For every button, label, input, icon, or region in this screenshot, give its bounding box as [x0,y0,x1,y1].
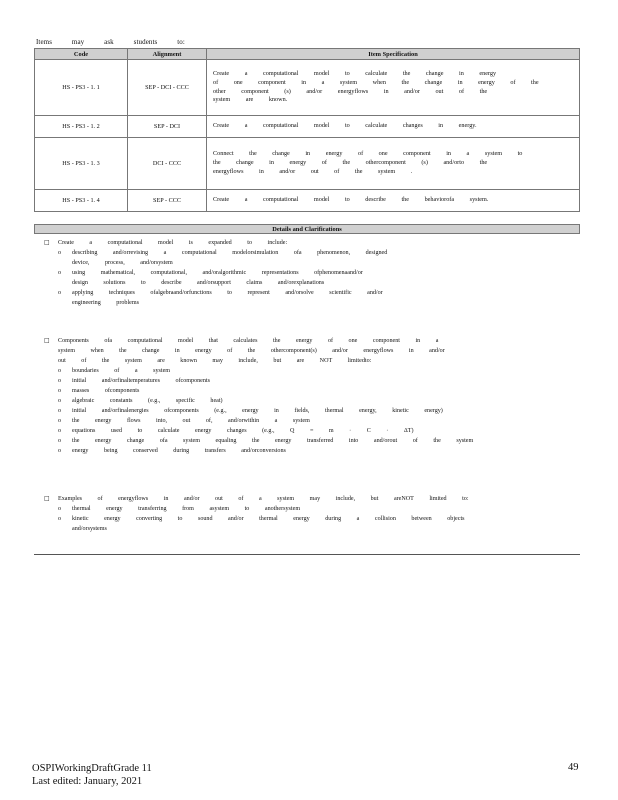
table-row [35,116,580,138]
alignment-cell: SEP - CCC [128,190,207,212]
section-create-model [44,238,564,308]
intro-word: to: [177,38,185,46]
list-item: algebraic constants (e.g., specific heat) [72,398,223,404]
section-lead: Create a computational model is expanded to include: [58,240,288,246]
list-item: the energy change ofa system equaling the energy transferred into and/orout of the system [72,438,474,444]
intro-word: ask [104,38,114,46]
spec-line: Create a computational model to calculate changes in energy. [213,122,477,129]
circle-bullet-icon: o [58,448,62,454]
table-row [35,60,580,116]
list-item: device, process, and/orsystem [72,260,173,266]
specification-table [34,48,580,212]
circle-bullet-icon: o [58,378,62,384]
list-item: applying techniques ofalgebraand/orfunctions to represent and/orsolve scientific and/or [72,290,383,296]
footer-document-title: OSPIWorkingDraftGrade 11 [32,763,152,774]
circle-bullet-icon: o [58,388,62,394]
section-lead: system when the change in energy of the othercomponent(s) and/or energyflows in and/or [58,348,445,354]
code-cell: HS - PS3 - 1. 2 [35,116,128,138]
spec-cell [207,60,580,116]
list-item: and/orsystems [72,526,107,532]
details-header: Details and Clarifications [34,224,580,234]
footer-info [32,762,152,788]
list-item: engineering problems [72,300,139,306]
header-code: Code [35,49,128,60]
list-item: the energy flows into, out of, and/orwithin a system [72,418,310,424]
code-cell: HS - PS3 - 1. 1 [35,60,128,116]
section-components [44,336,564,456]
list-item: using mathematical, computational, and/oralgorithmic representations ofphenomenaand/or [72,270,363,276]
spec-line: system are known. [213,96,288,104]
circle-bullet-icon: o [58,418,62,424]
footer-last-edited: Last edited: January, 2021 [32,776,143,787]
section-examples [44,494,564,534]
section-divider [34,554,580,555]
spec-line: other component (s) and/or energyflows in and/or out of the [213,87,488,95]
spec-line: the change in energy of the othercomponent (s) and/orto the [213,159,488,166]
spec-line: Connect the change in energy of one component in a system to [213,150,523,158]
spec-line: energyflows in and/or out of the system . [213,167,413,175]
circle-bullet-icon: o [58,506,62,512]
bullet-icon: □ [44,239,50,246]
list-item: equations used to calculate energy changes (e.g., Q = m · C · ΔT) [72,428,414,434]
alignment-cell: DCI - CCC [128,138,207,190]
list-item: initial and/orfinaltemperatures ofcomponents [72,378,210,384]
spec-line: of one component in a system when the change in energy of the [213,78,539,86]
circle-bullet-icon: o [58,438,62,444]
spec-line: Create a computational model to calculate the change in energy [213,69,497,77]
alignment-cell: SEP - DCI - CCC [128,60,207,116]
list-item: initial and/orfinalenergies ofcomponents (e.g., energy in fields, thermal energy, kinetic energy) [72,408,443,414]
circle-bullet-icon: o [58,408,62,414]
list-item: describing and/orrevising a computational modelorsimulation ofa phenomenon, designed [72,250,388,256]
circle-bullet-icon: o [58,398,62,404]
intro-word: students [133,38,158,46]
table-row [35,190,580,212]
circle-bullet-icon: o [58,270,62,276]
list-item: boundaries of a system [72,368,171,374]
spec-line: Create a computational model to describe the behaviorofa system. [213,196,489,203]
list-item: thermal energy transferring from asystem to anothersystem [72,506,301,512]
section-lead: Examples of energyflows in and/or out of a system may include, but areNOT limited to: [58,496,469,502]
header-alignment: Alignment [128,49,207,60]
page-number: 49 [568,762,579,773]
code-cell: HS - PS3 - 1. 3 [35,138,128,190]
alignment-cell: SEP - DCI [128,116,207,138]
code-cell: HS - PS3 - 1. 4 [35,190,128,212]
bullet-icon: □ [44,337,50,344]
bullet-icon: □ [44,495,50,502]
list-item: design solutions to describe and/orsupport claims and/orexplanations [72,280,325,286]
header-spec: Item Specification [207,49,580,60]
table-row [35,138,580,190]
list-item: energy being conserved during transfers and/orconversions [72,448,286,454]
section-lead: out of the system are known may include, but are NOT limitedto: [58,358,372,364]
section-lead: Components ofa computational model that calculates the energy of one component in a [58,338,439,344]
spec-cell [207,116,580,138]
circle-bullet-icon: o [58,290,62,296]
intro-line [36,38,203,46]
intro-word: may [71,38,85,46]
circle-bullet-icon: o [58,250,62,256]
spec-cell [207,138,580,190]
list-item: masses ofcomponents [72,388,140,394]
list-item: kinetic energy converting to sound and/or thermal energy during a collision between objects [72,516,465,522]
circle-bullet-icon: o [58,428,62,434]
intro-word: Items [36,38,53,46]
spec-cell [207,190,580,212]
circle-bullet-icon: o [58,368,62,374]
circle-bullet-icon: o [58,516,62,522]
